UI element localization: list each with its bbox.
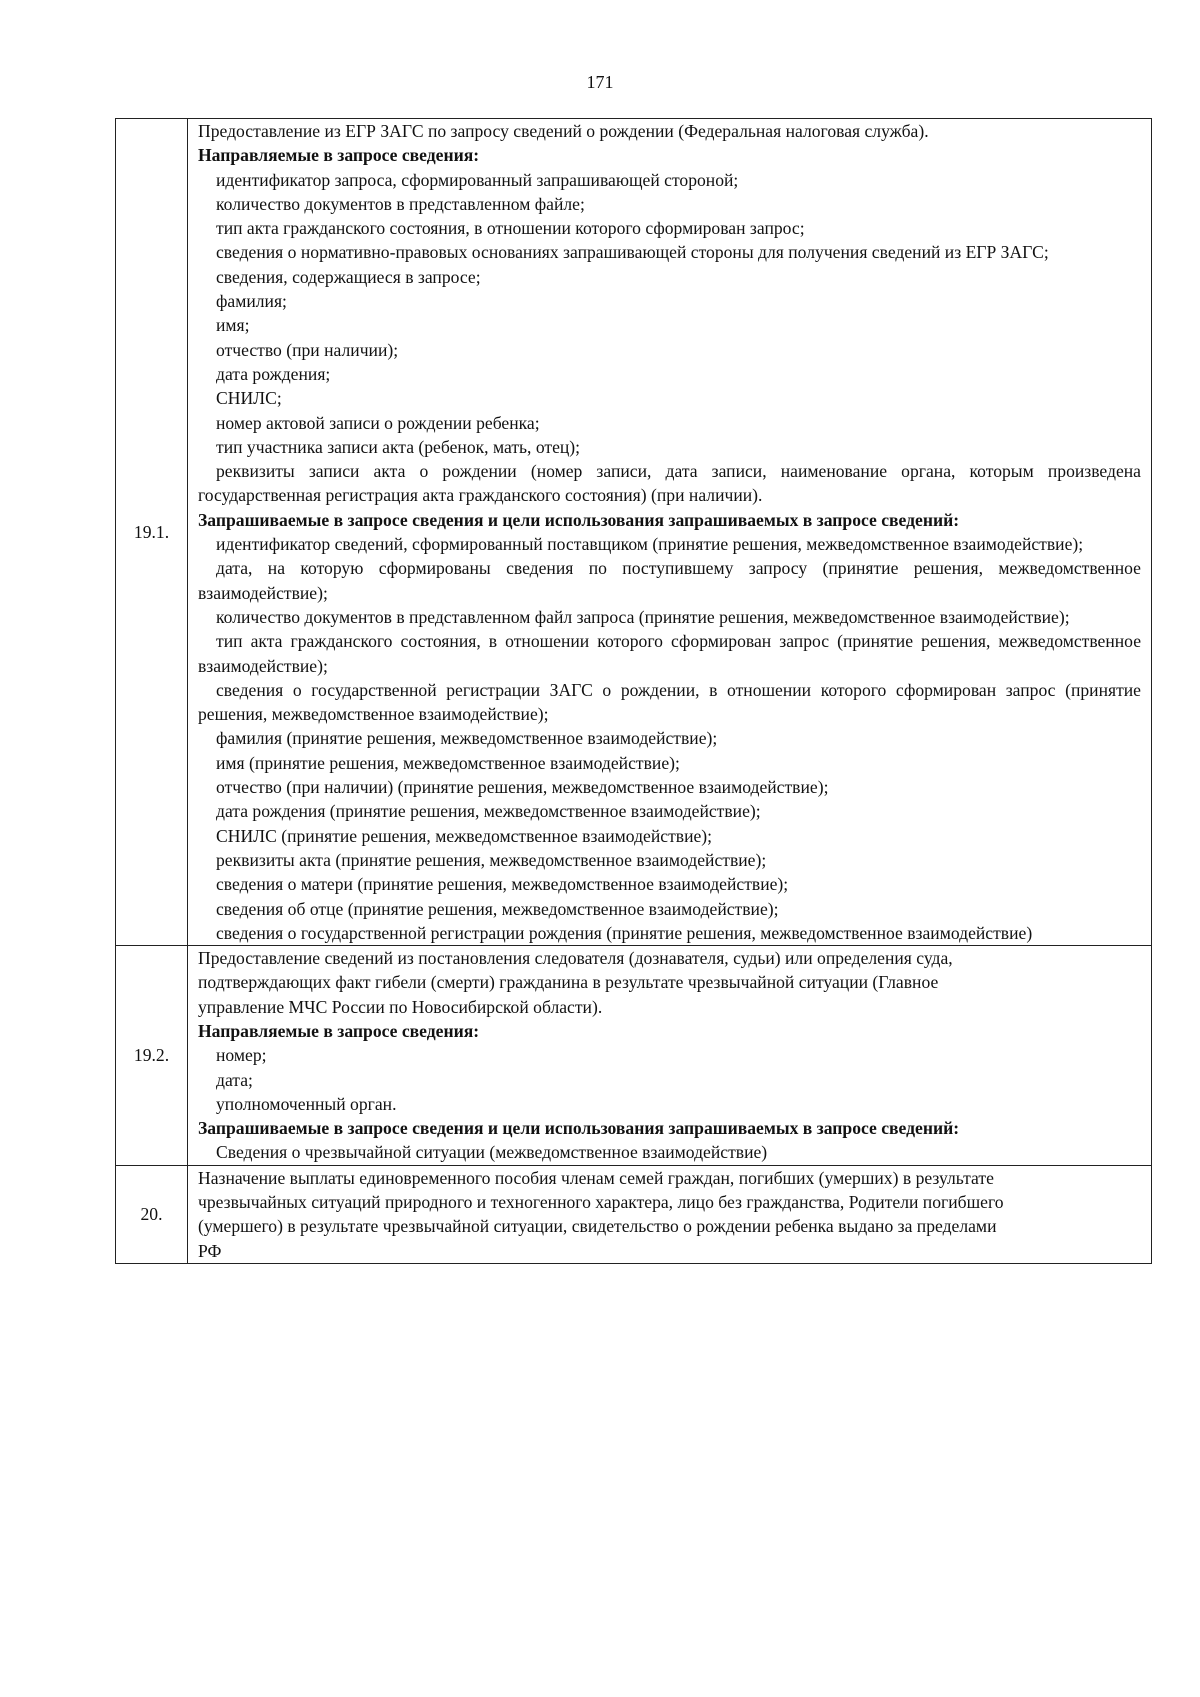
text-line: Предоставление сведений из постановления следователя (дознавателя, судьи) или определения суда, [198, 948, 953, 969]
table-body [116, 119, 1152, 1264]
row-content [188, 1165, 1152, 1263]
list-item: тип акта гражданского состояния, в отношении которого сформирован запрос (принятие решения, межведомственное взаимодействие); [198, 631, 1141, 676]
list-item: сведения, содержащиеся в запросе; [216, 266, 481, 287]
list-item: дата рождения; [216, 363, 331, 384]
list-item: имя; [216, 315, 250, 336]
list-item: сведения о государственной регистрации рождения (принятие решения, межведомственное взаимодействие) [216, 922, 1033, 943]
row-content [188, 946, 1152, 1166]
table-row [116, 1165, 1152, 1263]
page-number: 171 [586, 72, 614, 92]
section-heading: Запрашиваемые в запросе сведения и цели использования запрашиваемых в запросе сведений: [198, 1118, 960, 1139]
text-line: чрезвычайных ситуаций природного и техногенного характера, лицо без гражданства, Родители погибшего [198, 1192, 1004, 1213]
list-item: имя (принятие решения, межведомственное взаимодействие); [216, 752, 680, 773]
list-item: Сведения о чрезвычайной ситуации (межведомственное взаимодействие) [216, 1142, 768, 1163]
text-line: управление МЧС России по Новосибирской области). [198, 996, 603, 1017]
list-item: идентификатор сведений, сформированный поставщиком (принятие решения, межведомственное взаимодействие); [216, 534, 1084, 555]
list-item: номер; [216, 1045, 267, 1066]
table-row [116, 119, 1152, 946]
row-number: 20. [116, 1165, 188, 1263]
list-item: дата, на которую сформированы сведения по поступившему запросу (принятие решения, межведомственное взаимодействие); [198, 558, 1141, 603]
list-item: количество документов в представленном файле; [216, 193, 585, 214]
text-line: РФ [198, 1240, 222, 1261]
text-line: (умершего) в результате чрезвычайной ситуации, свидетельство о рождении ребенка выдано за пределами [198, 1216, 997, 1237]
section-heading: Запрашиваемые в запросе сведения и цели использования запрашиваемых в запросе сведений: [198, 509, 960, 530]
list-item: СНИЛС (принятие решения, межведомственное взаимодействие); [216, 825, 713, 846]
row-number: 19.1. [116, 119, 188, 946]
list-item: номер актовой записи о рождении ребенка; [216, 412, 540, 433]
text-line: подтверждающих факт гибели (смерти) гражданина в результате чрезвычайной ситуации (Главное [198, 972, 939, 993]
list-item: реквизиты записи акта о рождении (номер записи, дата записи, наименование органа, которым произведена государственная регистрация акта гражданского состояния) (при наличии). [198, 461, 1141, 506]
list-item: отчество (при наличии); [216, 339, 399, 360]
row-content [188, 119, 1152, 946]
list-item: сведения о матери (принятие решения, межведомственное взаимодействие); [216, 874, 789, 895]
list-item: сведения об отце (принятие решения, межведомственное взаимодействие); [216, 898, 779, 919]
section-heading: Направляемые в запросе сведения: [198, 1020, 480, 1041]
services-table [115, 118, 1152, 1264]
list-item: отчество (при наличии) (принятие решения, межведомственное взаимодействие); [216, 777, 829, 798]
list-item: фамилия; [216, 291, 287, 312]
list-item: фамилия (принятие решения, межведомственное взаимодействие); [216, 728, 718, 749]
list-item: дата; [216, 1069, 253, 1090]
list-item: уполномоченный орган. [216, 1093, 397, 1114]
list-item: сведения о государственной регистрации ЗАГС о рождении, в отношении которого сформирован запрос (принятие решения, межведомственное взаимодействие); [198, 679, 1141, 725]
list-item: дата рождения (принятие решения, межведомственное взаимодействие); [216, 801, 761, 822]
list-item: СНИЛС; [216, 388, 282, 409]
list-item: тип участника записи акта (ребенок, мать, отец); [216, 436, 581, 457]
table-row [116, 946, 1152, 1166]
text-line: Назначение выплаты единовременного пособия членам семей граждан, погибших (умерших) в результате [198, 1167, 994, 1188]
section-heading: Направляемые в запросе сведения: [198, 145, 480, 166]
list-item: тип акта гражданского состояния, в отношении которого сформирован запрос; [216, 218, 805, 239]
list-item: идентификатор запроса, сформированный запрашивающей стороной; [216, 169, 739, 190]
row-number: 19.2. [116, 946, 188, 1166]
list-item: сведения о нормативно-правовых основаниях запрашивающей стороны для получения сведений из ЕГР ЗАГС; [216, 242, 1049, 263]
list-item: количество документов в представленном файл запроса (принятие решения, межведомственное взаимодействие); [216, 606, 1070, 627]
text-line: Предоставление из ЕГР ЗАГС по запросу сведений о рождении (Федеральная налоговая служба). [198, 121, 929, 141]
list-item: реквизиты акта (принятие решения, межведомственное взаимодействие); [216, 849, 767, 870]
